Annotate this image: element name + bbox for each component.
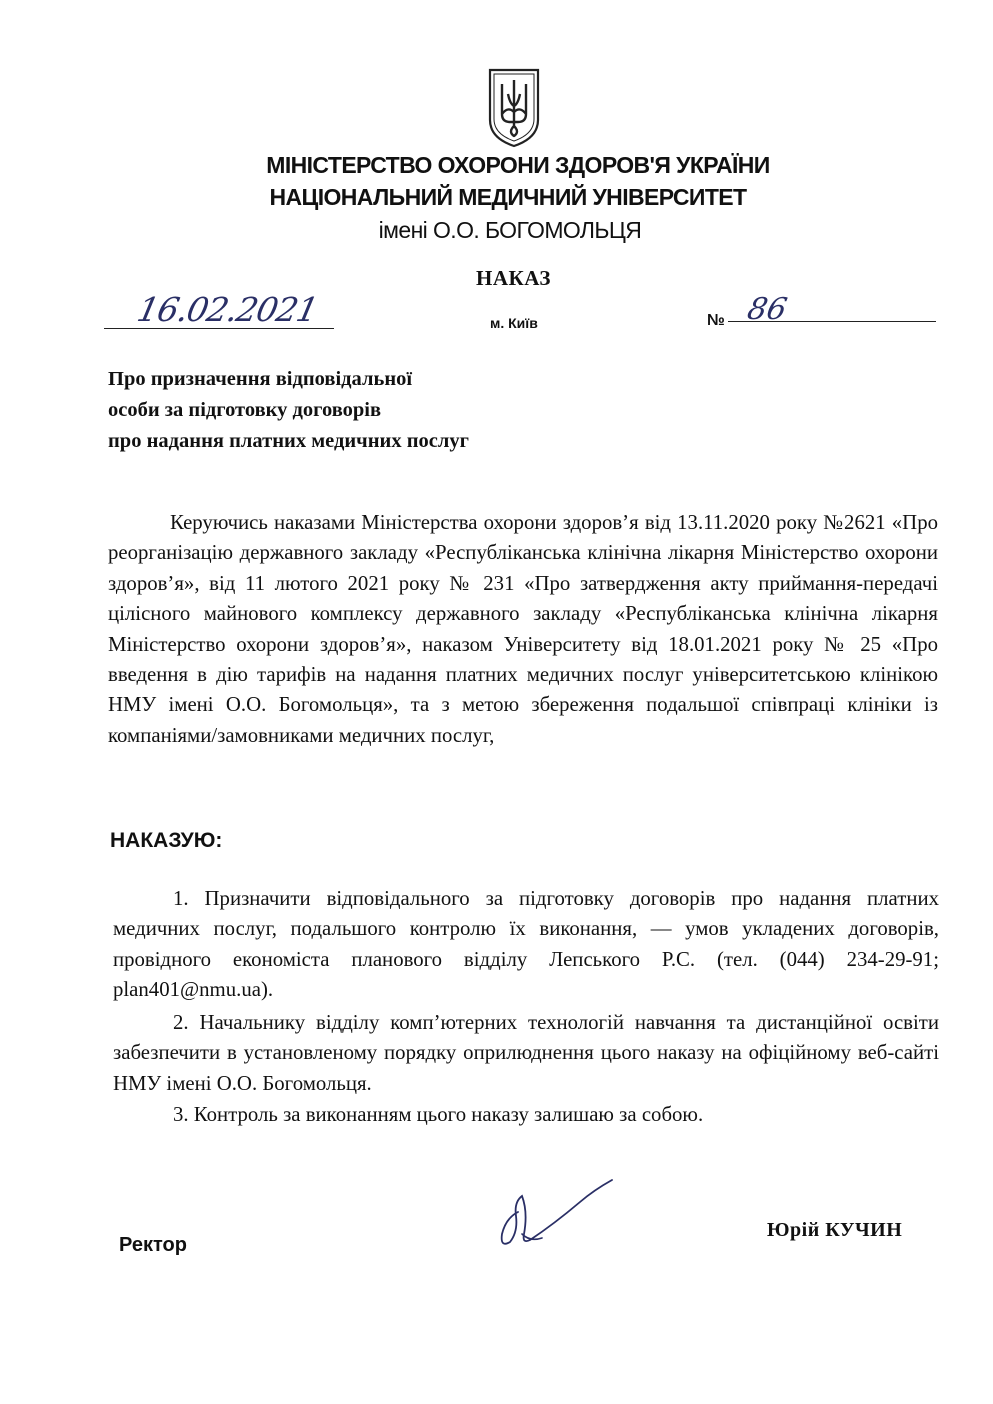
preamble-paragraph: Керуючись наказами Міністерства охорони здоров’я від 13.11.2020 року №2621 «Про реорганізацію державного закладу «Республіканська клінічна лікарня Міністерство охорони здоров’я», від 11 лютого 2021 року № 231 «Про затвердження акту приймання-передачі цілісного майнового комплексу державного закладу «Республіканська клінічна лікарня Міністерство охорони здоров’я», наказом Університету від 18.01.2021 року № 25 «Про введення в дію тарифів на надання платних медичних послуг університетською клінікою НМУ імені О.О. Богомольця», та з метою збереження подальшої співпраці клініки із компаніями/замовниками медичних послуг,: [108, 511, 938, 747]
order-item-1: 1. Призначити відповідального за підготовку договорів про надання платних медичних послуг, подальшого контролю їх виконання, — умов укладених договорів, провідного економіста планового відділу Лепського Р.С. (тел. (044) 234-29-91; plan401@nmu.ua).: [113, 887, 939, 1002]
signatory-name: Юрій КУЧИН: [767, 1219, 903, 1241]
handwritten-signature-icon: [484, 1172, 614, 1262]
order-date-handwritten: 16.02.2021: [133, 290, 322, 329]
subject-line: Про призначення відповідальної: [108, 368, 413, 390]
university-name: НАЦІОНАЛЬНИЙ МЕДИЧНИЙ УНІВЕРСИТЕТ: [269, 184, 747, 210]
subject-line: про надання платних медичних послуг: [108, 430, 469, 452]
subject-line: особи за підготовку договорів: [108, 399, 382, 421]
order-item-2: 2. Начальнику відділу комп’ютерних технологій навчання та дистанційної освіти забезпечити в установленому порядку оприлюднення цього наказу на офіційному веб-сайті НМУ імені О.О. Богомольця.: [113, 1011, 939, 1095]
order-number-label: №: [707, 312, 725, 329]
trident-coat-of-arms-icon: [486, 66, 542, 148]
order-city: м. Київ: [490, 315, 538, 331]
order-item-3: 3. Контроль за виконанням цього наказу залишаю за собою.: [173, 1103, 704, 1126]
signatory-position: Ректор: [119, 1234, 187, 1256]
order-title: НАКАЗ: [476, 266, 551, 290]
ordering-word: НАКАЗУЮ:: [110, 829, 223, 852]
date-underline: [104, 328, 334, 329]
order-subject: [108, 364, 469, 457]
university-named-after: імені О.О. БОГОМОЛЬЦЯ: [378, 217, 642, 243]
ministry-name: МІНІСТЕРСТВО ОХОРОНИ ЗДОРОВ'Я УКРАЇНИ: [266, 152, 770, 178]
number-underline: [728, 321, 936, 322]
order-number-handwritten: 86: [744, 292, 790, 327]
